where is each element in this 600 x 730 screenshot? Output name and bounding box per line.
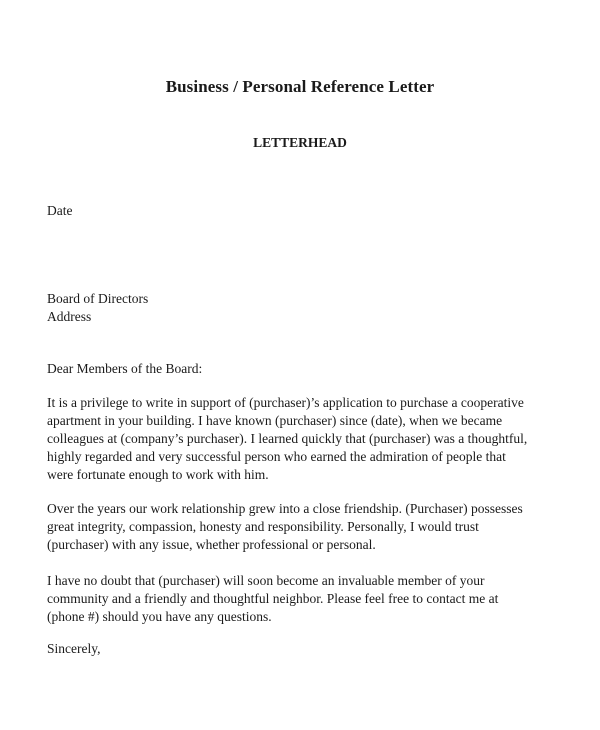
paragraph-line: highly regarded and very successful person who earned the admiration of people that: [47, 449, 506, 464]
paragraph-line: It is a privilege to write in support of (purchaser)’s application to purchase a cooperative: [47, 395, 524, 410]
letterhead-placeholder: LETTERHEAD: [253, 135, 347, 150]
body-paragraph-3: [47, 572, 559, 626]
paragraph-line: community and a friendly and thoughtful neighbor. Please feel free to contact me at: [47, 591, 499, 606]
paragraph-line: apartment in your building. I have known (purchaser) since (date), when we became: [47, 413, 503, 428]
paragraph-line: Over the years our work relationship grew into a close friendship. (Purchaser) possesses: [47, 501, 523, 516]
recipient-name: Board of Directors: [47, 291, 149, 306]
paragraph-line: I have no doubt that (purchaser) will soon become an invaluable member of your: [47, 573, 485, 588]
document-title: Business / Personal Reference Letter: [165, 77, 435, 96]
body-paragraph-1: [47, 394, 557, 484]
paragraph-line: great integrity, compassion, honesty and responsibility. Personally, I would trust: [47, 519, 479, 534]
paragraph-line: colleagues at (company’s purchaser). I learned quickly that (purchaser) was a thoughtful,: [47, 431, 528, 446]
paragraph-line: (purchaser) with any issue, whether professional or personal.: [47, 537, 376, 552]
body-paragraph-2: [47, 500, 559, 554]
recipient-address: Address: [47, 309, 92, 324]
salutation: Dear Members of the Board:: [47, 361, 203, 376]
paragraph-line: were fortunate enough to work with him.: [47, 467, 269, 482]
date-line: Date: [47, 203, 73, 218]
paragraph-line: (phone #) should you have any questions.: [47, 609, 272, 624]
closing: Sincerely,: [47, 641, 101, 656]
recipient-block: [47, 290, 567, 326]
